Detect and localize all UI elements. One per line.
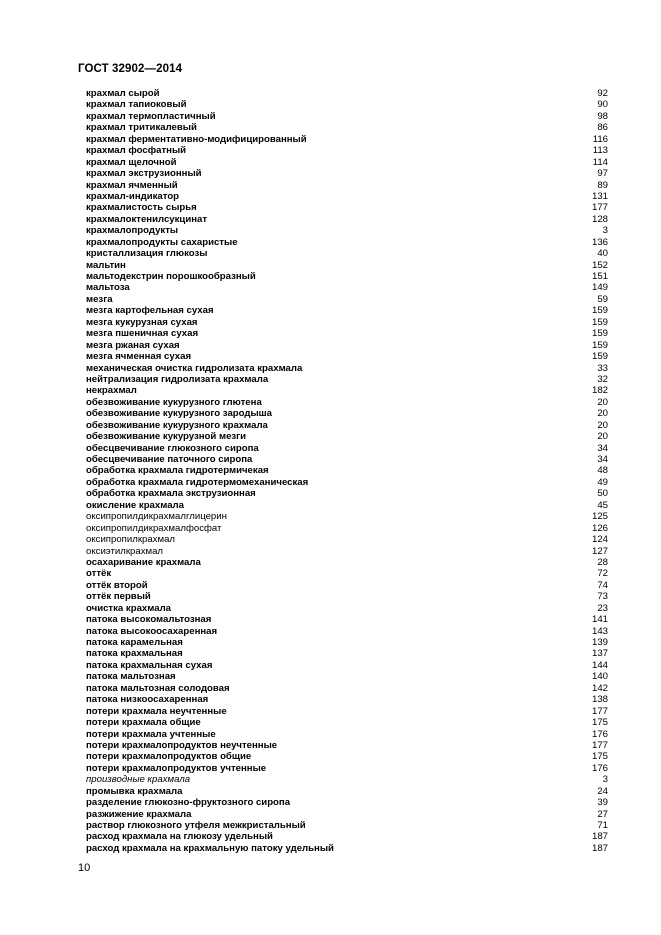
index-term: крахмалопродукты сахаристые xyxy=(86,236,238,248)
index-page-ref: 126 xyxy=(591,522,608,534)
index-term: механическая очистка гидролизата крахмала xyxy=(86,362,303,374)
index-entry xyxy=(86,454,608,465)
index-term: кристаллизация глюкозы xyxy=(86,248,208,260)
index-entry xyxy=(86,328,608,339)
index-page-ref: 33 xyxy=(597,362,608,374)
document-header: ГОСТ 32902—2014 xyxy=(78,63,183,75)
index-term: патока мальтозная солодовая xyxy=(86,682,230,694)
index-page-ref: 34 xyxy=(597,454,608,465)
index-page-ref: 113 xyxy=(592,145,608,157)
index-term: производные крахмала xyxy=(86,774,191,786)
index-term: оксипропилдикрахмалглицерин xyxy=(86,511,227,523)
index-term: оксиэтилкрахмал xyxy=(86,545,164,557)
index-term: мезга картофельная сухая xyxy=(86,305,214,317)
index-term: обработка крахмала гидротермичекая xyxy=(86,465,269,477)
index-entry xyxy=(86,225,608,236)
index-entry xyxy=(86,260,608,271)
index-entry xyxy=(86,431,608,442)
index-term: крахмал ячменный xyxy=(86,179,178,191)
index-term: разжижение крахмала xyxy=(86,808,192,820)
index-entry xyxy=(86,340,608,351)
index-entry xyxy=(86,603,608,614)
index-entry xyxy=(86,580,608,591)
index-page-ref: 125 xyxy=(591,511,608,523)
index-page-ref: 124 xyxy=(591,534,608,546)
index-entry xyxy=(86,374,608,385)
index-entry xyxy=(86,751,608,762)
index-page-ref: 151 xyxy=(591,271,608,282)
index-term: крахмал тритикалевый xyxy=(86,122,197,134)
index-term: обесцвечивание паточного сиропа xyxy=(86,454,253,465)
index-entry xyxy=(86,729,608,740)
index-page-ref: 143 xyxy=(591,625,608,637)
index-page-ref: 32 xyxy=(597,373,608,385)
index-entry xyxy=(86,351,608,362)
index-entry xyxy=(86,363,608,374)
index-entry xyxy=(86,282,608,293)
index-term: мезга xyxy=(86,293,113,305)
index-page-ref: 3 xyxy=(602,774,608,786)
index-entry xyxy=(86,397,608,408)
index-term: обработка крахмала экструзионная xyxy=(86,488,256,500)
index-term: патока высокоосахаренная xyxy=(86,625,218,637)
index-page-ref: 141 xyxy=(591,614,608,626)
index-page-ref: 176 xyxy=(591,728,608,740)
index-entry xyxy=(86,591,608,602)
index-term: патока мальтозная xyxy=(86,671,176,683)
index-term: оттёк второй xyxy=(86,579,148,591)
term-index-list xyxy=(86,88,608,854)
index-term: патока низкоосахаренная xyxy=(86,694,209,706)
index-term: расход крахмала на глюкозу удельный xyxy=(86,831,273,843)
index-page-ref: 71 xyxy=(597,820,608,831)
index-page-ref: 131 xyxy=(591,190,608,202)
index-page-ref: 175 xyxy=(591,751,608,763)
page-number: 10 xyxy=(78,862,91,874)
index-entry xyxy=(86,843,608,854)
index-entry xyxy=(86,134,608,145)
index-page-ref: 140 xyxy=(591,671,608,683)
index-term: обесцвечивание глюкозного сиропа xyxy=(86,442,259,454)
index-page-ref: 138 xyxy=(591,694,608,706)
index-page-ref: 72 xyxy=(597,568,608,580)
index-entry xyxy=(86,717,608,728)
index-entry xyxy=(86,534,608,545)
index-term: крахмал экструзионный xyxy=(86,168,202,180)
index-term: крахмал сырой xyxy=(86,88,160,99)
index-entry xyxy=(86,111,608,122)
index-page-ref: 176 xyxy=(591,762,608,774)
index-entry xyxy=(86,660,608,671)
index-entry xyxy=(86,809,608,820)
index-term: крахмалоктенилсукцинат xyxy=(86,213,208,225)
index-term: оксипропилдикрахмалфосфат xyxy=(86,522,222,534)
index-entry xyxy=(86,694,608,705)
index-term: мезга кукурузная сухая xyxy=(86,316,198,328)
index-entry xyxy=(86,99,608,110)
index-entry xyxy=(86,500,608,511)
index-page-ref: 86 xyxy=(597,122,608,134)
index-term: патока карамельная xyxy=(86,637,183,648)
index-page-ref: 73 xyxy=(597,591,608,603)
index-entry xyxy=(86,763,608,774)
index-page-ref: 59 xyxy=(597,293,608,305)
index-entry xyxy=(86,511,608,522)
index-term: промывка крахмала xyxy=(86,785,183,797)
index-term: расход крахмала на крахмальную патоку удельный xyxy=(86,842,334,854)
index-entry xyxy=(86,305,608,316)
index-term: крахмал фосфатный xyxy=(86,145,187,157)
index-entry xyxy=(86,385,608,396)
index-page-ref: 28 xyxy=(597,556,608,568)
index-entry xyxy=(86,637,608,648)
index-term: патока высокомальтозная xyxy=(86,614,212,626)
index-term: крахмал тапиоковый xyxy=(86,99,187,111)
index-term: крахмал ферментативно-модифицированный xyxy=(86,133,307,145)
index-term: обезвоживание кукурузной мезги xyxy=(86,431,247,443)
index-page-ref: 74 xyxy=(597,579,608,591)
index-term: некрахмал xyxy=(86,385,137,397)
index-page-ref: 40 xyxy=(597,248,608,260)
index-page-ref: 89 xyxy=(597,179,608,191)
index-entry xyxy=(86,122,608,133)
index-entry xyxy=(86,648,608,659)
index-page-ref: 49 xyxy=(597,476,608,488)
index-page-ref: 137 xyxy=(591,648,608,660)
index-page-ref: 116 xyxy=(592,133,608,145)
index-term: потери крахмалопродуктов общие xyxy=(86,751,252,763)
index-entry xyxy=(86,683,608,694)
index-term: мезга пшеничная сухая xyxy=(86,328,199,340)
index-term: мезга ржаная сухая xyxy=(86,339,180,351)
index-term: нейтрализация гидролизата крахмала xyxy=(86,373,269,385)
index-entry xyxy=(86,271,608,282)
index-entry xyxy=(86,488,608,499)
index-page-ref: 142 xyxy=(591,682,608,694)
index-entry xyxy=(86,523,608,534)
index-term: очистка крахмала xyxy=(86,602,171,614)
index-entry xyxy=(86,443,608,454)
index-page-ref: 144 xyxy=(591,659,608,671)
index-term: раствор глюкозного утфеля межкристальный xyxy=(86,820,306,831)
index-term: оттёк xyxy=(86,568,112,580)
index-term: мезга ячменная сухая xyxy=(86,351,192,363)
index-page-ref: 159 xyxy=(591,305,608,317)
index-entry xyxy=(86,317,608,328)
index-entry xyxy=(86,157,608,168)
index-entry xyxy=(86,191,608,202)
index-term: потери крахмалопродуктов неучтенные xyxy=(86,739,278,751)
index-term: потери крахмалопродуктов учтенные xyxy=(86,762,267,774)
index-page-ref: 127 xyxy=(591,545,608,557)
index-term: крахмал термопластичный xyxy=(86,110,216,122)
index-entry xyxy=(86,465,608,476)
index-page-ref: 48 xyxy=(597,465,608,477)
index-term: мальтодекстрин порошкообразный xyxy=(86,271,256,282)
index-entry xyxy=(86,820,608,831)
index-page-ref: 128 xyxy=(591,213,608,225)
index-entry xyxy=(86,797,608,808)
index-page-ref: 92 xyxy=(597,88,608,99)
index-term: крахмал щелочной xyxy=(86,156,177,168)
index-entry xyxy=(86,202,608,213)
index-page-ref: 139 xyxy=(591,637,608,648)
index-entry xyxy=(86,774,608,785)
index-page-ref: 90 xyxy=(597,99,608,111)
index-entry xyxy=(86,237,608,248)
index-page-ref: 177 xyxy=(591,705,608,717)
index-term: оттёк первый xyxy=(86,591,151,603)
index-term: обезвоживание кукурузного глютена xyxy=(86,396,262,408)
index-page-ref: 159 xyxy=(591,339,608,351)
index-page-ref: 187 xyxy=(591,842,608,854)
index-term: мальтин xyxy=(86,259,126,271)
index-entry xyxy=(86,88,608,99)
index-entry xyxy=(86,740,608,751)
index-page-ref: 159 xyxy=(591,328,608,340)
index-term: оксипропилкрахмал xyxy=(86,534,176,546)
index-entry xyxy=(86,214,608,225)
index-page-ref: 152 xyxy=(591,259,608,271)
index-term: крахмалистость сырья xyxy=(86,202,197,214)
index-page-ref: 24 xyxy=(597,785,608,797)
index-page-ref: 45 xyxy=(597,499,608,511)
index-page-ref: 50 xyxy=(597,488,608,500)
index-entry xyxy=(86,831,608,842)
index-entry xyxy=(86,408,608,419)
index-entry xyxy=(86,786,608,797)
index-entry xyxy=(86,180,608,191)
index-page-ref: 20 xyxy=(597,396,608,408)
index-entry xyxy=(86,477,608,488)
index-entry xyxy=(86,568,608,579)
index-page-ref: 159 xyxy=(591,351,608,363)
index-entry xyxy=(86,145,608,156)
index-page-ref: 149 xyxy=(591,282,608,294)
index-entry xyxy=(86,546,608,557)
index-term: крахмал-индикатор xyxy=(86,190,180,202)
index-term: потери крахмала учтенные xyxy=(86,728,216,740)
index-page-ref: 39 xyxy=(597,797,608,809)
index-term: крахмалопродукты xyxy=(86,225,179,237)
index-term: обезвоживание кукурузного крахмала xyxy=(86,419,268,431)
index-entry xyxy=(86,706,608,717)
index-page-ref: 177 xyxy=(591,739,608,751)
index-term: обезвоживание кукурузного зародыша xyxy=(86,408,272,420)
index-entry xyxy=(86,614,608,625)
index-page-ref: 34 xyxy=(597,442,608,454)
index-entry xyxy=(86,557,608,568)
index-entry xyxy=(86,420,608,431)
index-page-ref: 175 xyxy=(591,717,608,729)
index-term: обработка крахмала гидротермомеханическая xyxy=(86,476,309,488)
index-page-ref: 3 xyxy=(602,225,608,237)
index-term: потери крахмала неучтенные xyxy=(86,705,227,717)
index-page-ref: 20 xyxy=(597,408,608,420)
index-term: осахаривание крахмала xyxy=(86,556,201,568)
index-entry xyxy=(86,294,608,305)
index-page-ref: 136 xyxy=(591,236,608,248)
index-page-ref: 23 xyxy=(597,602,608,614)
index-term: мальтоза xyxy=(86,282,130,294)
index-entry xyxy=(86,626,608,637)
index-term: патока крахмальная xyxy=(86,648,183,660)
index-page-ref: 20 xyxy=(597,419,608,431)
index-page-ref: 98 xyxy=(597,110,608,122)
index-entry xyxy=(86,248,608,259)
index-page-ref: 114 xyxy=(592,156,608,168)
index-page-ref: 159 xyxy=(591,316,608,328)
index-entry xyxy=(86,671,608,682)
index-entry xyxy=(86,168,608,179)
index-page-ref: 20 xyxy=(597,431,608,443)
index-page-ref: 97 xyxy=(597,168,608,180)
index-page-ref: 177 xyxy=(591,202,608,214)
index-page-ref: 182 xyxy=(591,385,608,397)
index-term: потери крахмала общие xyxy=(86,717,201,729)
index-term: патока крахмальная сухая xyxy=(86,659,213,671)
index-term: окисление крахмала xyxy=(86,499,184,511)
index-term: разделение глюкозно-фруктозного сиропа xyxy=(86,797,291,809)
index-page-ref: 187 xyxy=(591,831,608,843)
index-page-ref: 27 xyxy=(597,808,608,820)
